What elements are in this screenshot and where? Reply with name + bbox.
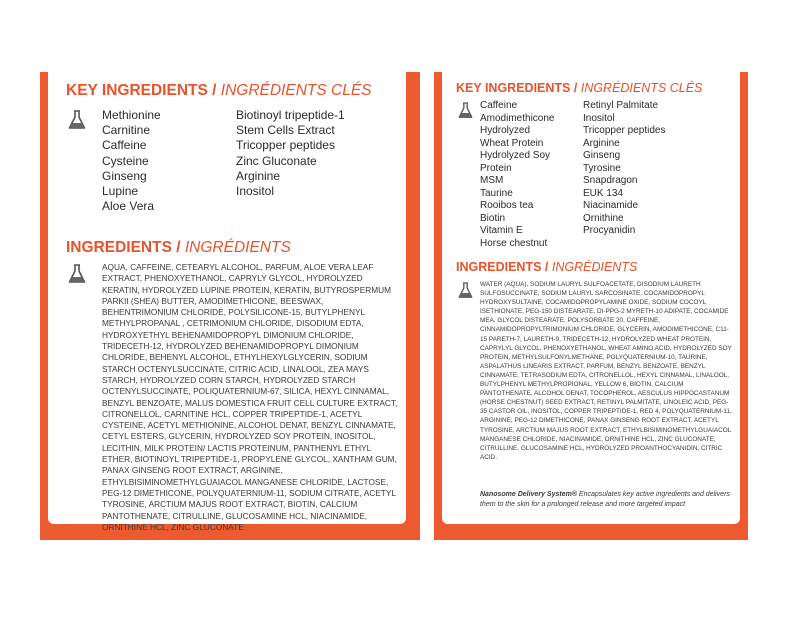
- key-ingredient-item: Cysteine: [102, 153, 149, 168]
- left-ingredients-heading: INGREDIENTS / INGRÉDIENTS: [66, 239, 291, 256]
- flask-icon: [458, 282, 473, 299]
- key-ingredient-item: Arginine: [236, 168, 281, 183]
- key-ingredient-item: Caffeine: [480, 100, 518, 111]
- key-ingredient-item: Ornithine: [583, 212, 624, 224]
- left-key-heading-fr: INGRÉDIENTS CLÉS: [220, 82, 372, 99]
- flask-icon: [68, 110, 86, 130]
- left-key-list-2: [236, 108, 345, 199]
- left-key-ingredients-heading: KEY INGREDIENTS / INGRÉDIENTS CLÉS: [66, 82, 372, 99]
- key-ingredient-item: Biotin: [480, 212, 506, 224]
- key-ingredient-item: Rooibos tea: [480, 200, 534, 211]
- key-ingredient-item: Horse chestnut: [480, 237, 548, 249]
- right-card-panel: [442, 72, 740, 524]
- key-ingredient-item: Tricopper peptides: [583, 125, 666, 136]
- key-ingredient-item: Methionine: [102, 108, 161, 122]
- key-ingredient-item: Procyanidin: [583, 225, 636, 236]
- key-ingredient-item: MSM: [480, 175, 504, 186]
- key-ingredient-item: Zinc Gluconate: [236, 153, 317, 168]
- key-ingredient-item: Inositol: [583, 112, 615, 124]
- right-ing-heading-fr: INGRÉDIENTS: [551, 260, 638, 274]
- key-ingredient-item: Inositol: [236, 184, 275, 199]
- key-ingredient-item: Tricopper peptides: [236, 138, 335, 153]
- key-ingredient-item: Lupine: [102, 184, 139, 199]
- left-key-list-1: [102, 108, 161, 214]
- right-ingredients-list: WATER (AQUA), SODIUM LAURYL SULFOACETATE, DISODIUM LAURETH SULFOSUCCINATE, SODIUM LAURYL SARCOSINATE, COCAMIDOPROPYL HYDROXYSULTAINE, COCAMIDOPROPYLAMINE OXIDE, SODIUM COCOYL ISETHIONATE, PEG-150 DISTEARATE, DI-PPG-2 MYRETH-10 ADIPATE, COCAMIDE MEA, GLYCOL DISTEARATE, POLYSORBATE 20, CAFFEINE, CINNAMIDOPROPYLTRIMONIUM CHLORIDE, GLYCERIN, AMODIMETHICONE, C11-15 PARETH-7, LAURETH-9, TRIDECETH-12, HYDROLYZED WHEAT PROTEIN, CAPRYLYL GLYCOL, PHENOXYETHANOL, WHEAT AMINO ACID, HYDROLYZED SOY PROTEIN, METHYLSULFONYLMETHANE, POLYQUATERNIUM-10, TAURINE, ASPALATHUS LINEARIS EXTRACT, PARFUM, BENZYL BENZOATE, BENZYL CINNAMATE, TETRASODIUM EDTA, CITRONELLOL, HEXYL CINNAMAL, LINALOOL, BUTYLPHENYL METHYLPROPIONAL, YELLOW 6, BIOTIN, CALCIUM PANTOTHENATE, ALCOHOL DENAT, TOCOPHEROL, AESCULUS HIPPOCASTANUM (HORSE CHESTNUT) SEED EXTRACT, RETINYL PALMITATE, LINOLEIC ACID, PEG-35 CASTOR OIL, INOSITOL, COPPER TRIPEPTIDE-1, RED 4, POLYQUATERNIUM-11, ARGININE, PEG-12 DIMETHICONE, PANAX GINSENG ROOT EXTRACT, ACETYL TYROSINE, ARCTIUM MAJUS ROOT EXTRACT, ETHYLBISIMINOMETHYLGUAIACOL MANGANESE CHLORIDE, NIACINAMIDE, ORNITHINE HCL, ZINC GLUCONATE, CITRULLINE, GLUCOSAMINE HCL, HYDROLYZED PROANTHOCYANIDIN, CITRIC ACID.: [480, 281, 732, 461]
- key-ingredient-item: Protein: [480, 162, 512, 174]
- right-ingredients-heading: INGREDIENTS / INGRÉDIENTS: [456, 260, 638, 274]
- left-ing-heading-fr: INGRÉDIENTS: [184, 239, 291, 256]
- key-ingredient-item: Wheat Protein: [480, 137, 544, 149]
- right-ingredients-card: [434, 72, 748, 540]
- key-ingredient-item: Ginseng: [102, 168, 147, 183]
- right-key-heading-fr: INGRÉDIENTS CLÉS: [580, 81, 703, 95]
- key-ingredient-item: Caffeine: [102, 138, 147, 153]
- key-ingredient-item: Tyrosine: [583, 162, 621, 174]
- left-ingredients-card: [40, 72, 420, 540]
- right-key-list-1: [480, 100, 554, 250]
- right-ing-heading-en: INGREDIENTS: [456, 260, 542, 274]
- key-ingredient-item: Niacinamide: [583, 200, 639, 211]
- left-ing-heading-en: INGREDIENTS: [66, 239, 172, 256]
- key-ingredient-item: Carnitine: [102, 123, 151, 138]
- key-ingredient-item: Snapdragon: [583, 175, 638, 186]
- right-key-ingredients-heading: KEY INGREDIENTS / INGRÉDIENTS CLÉS: [456, 81, 703, 95]
- key-ingredient-item: Arginine: [583, 137, 620, 149]
- nanosome-note: [480, 490, 734, 510]
- key-ingredient-item: Aloe Vera: [102, 199, 155, 214]
- key-ingredient-item: Amodimethicone: [480, 112, 555, 124]
- key-ingredient-item: Hydrolyzed Soy: [480, 150, 551, 161]
- key-ingredient-item: Vitamin E: [480, 225, 523, 236]
- flask-icon: [68, 264, 86, 284]
- right-key-heading-en: KEY INGREDIENTS: [456, 81, 571, 95]
- key-ingredient-item: EUK 134: [583, 187, 624, 199]
- key-ingredient-item: Hydrolyzed: [480, 125, 531, 136]
- key-ingredient-item: Retinyl Palmitate: [583, 100, 659, 111]
- right-key-list-2: [583, 100, 665, 238]
- nanosome-description: Encapsulates key active ingredients and delivers them to the skin for a prolonged release and more targeted impact: [480, 491, 730, 508]
- left-key-heading-en: KEY INGREDIENTS: [66, 82, 208, 99]
- key-ingredient-item: Biotinoyl tripeptide-1: [236, 108, 345, 122]
- left-ingredients-list: AQUA, CAFFEINE, CETEARYL ALCOHOL, PARFUM, ALOE VERA LEAF EXTRACT, PHENOXYETHANOL, CAPRYLY GLYCOL, HYDROLYZED KERATIN, HYDROLYZED LUPINE PROTEIN, KERATIN, BUTYROSPERMUM PARKII (SHEA) BUTTER, AMODIMETHICONE, BEESWAX, BEHENTRIMONIUM CHLORIDE, POLYSILICONE-15, BUTYLPHENYL METHYLPROPANAL , CETRIMONIUM CHLORIDE, DISODIUM EDTA, HYDROXYETHYL BEHENAMIDOPROPYL DIMONIUM CHLORIDE, TRIDECETH-12, HYDROLYZED BEHENAMIDOPROPYL DIMONIUM CHLORIDE, BEHENYL ALCOHOL, ETHYLHEXYLGLYCERIN, SODIUM STARCH OCTENYLSUCCINATE, CITRIC ACID, LINALOOL, ZEA MAYS STARCH, HYDROLYZED CORN STARCH, HYDROLYZED STARCH OCTENYLSUCCINATE, POLIQUATERNIUM-67, SILICA, HEXYL CINNAMAL, BENZYL BENZOATE, MALUS DOMESTICA FRUIT CELL CULTURE EXTRACT, CITRONELLOL, CARNITINE HCL, COPPER TRIPEPTIDE-1, ACETYL CYSTEINE, ACETYL METHIONINE, ALCOHOL DENAT, BENZYL CINNAMATE, CETYL ESTERS, GLYCERIN, HYDROLYZED SOY PROTEIN, INOSITOL, LECITHIN, MILK PROTEIN/ LACTIS PROTEINUM, PANTHENYL ETHYL ETHER, BIOTINOYL TRIPEPTIDE-1, PROPYLENE GLYCOL, XANTHAM GUM, PANAX GINSENG ROOT EXTRACT, ARGININE, ETHYLBISIMINOMETHYLGUAIACOL MANGANESE CHLORIDE, LACTOSE, PEG-12 DIMETHICONE, POLYQUATERNIUM-11, SODIUM CITRATE, ACETYL TYROSINE, ARCTIUM MAJUS ROOT EXTRACT, BIOTIN, CALCIUM PANTOTHENATE, CITRULLINE, GLUCOSAMINE HCL, NIACINAMIDE, ORNITHINE HCL, ZINC GLUCONATE: [102, 262, 398, 532]
- key-ingredient-item: Taurine: [480, 187, 513, 199]
- key-ingredient-item: Ginseng: [583, 150, 621, 161]
- left-card-panel: [48, 72, 406, 532]
- flask-icon: [458, 102, 473, 119]
- key-ingredient-item: Stem Cells Extract: [236, 123, 335, 138]
- nanosome-brand: Nanosome Delivery System®: [480, 491, 577, 498]
